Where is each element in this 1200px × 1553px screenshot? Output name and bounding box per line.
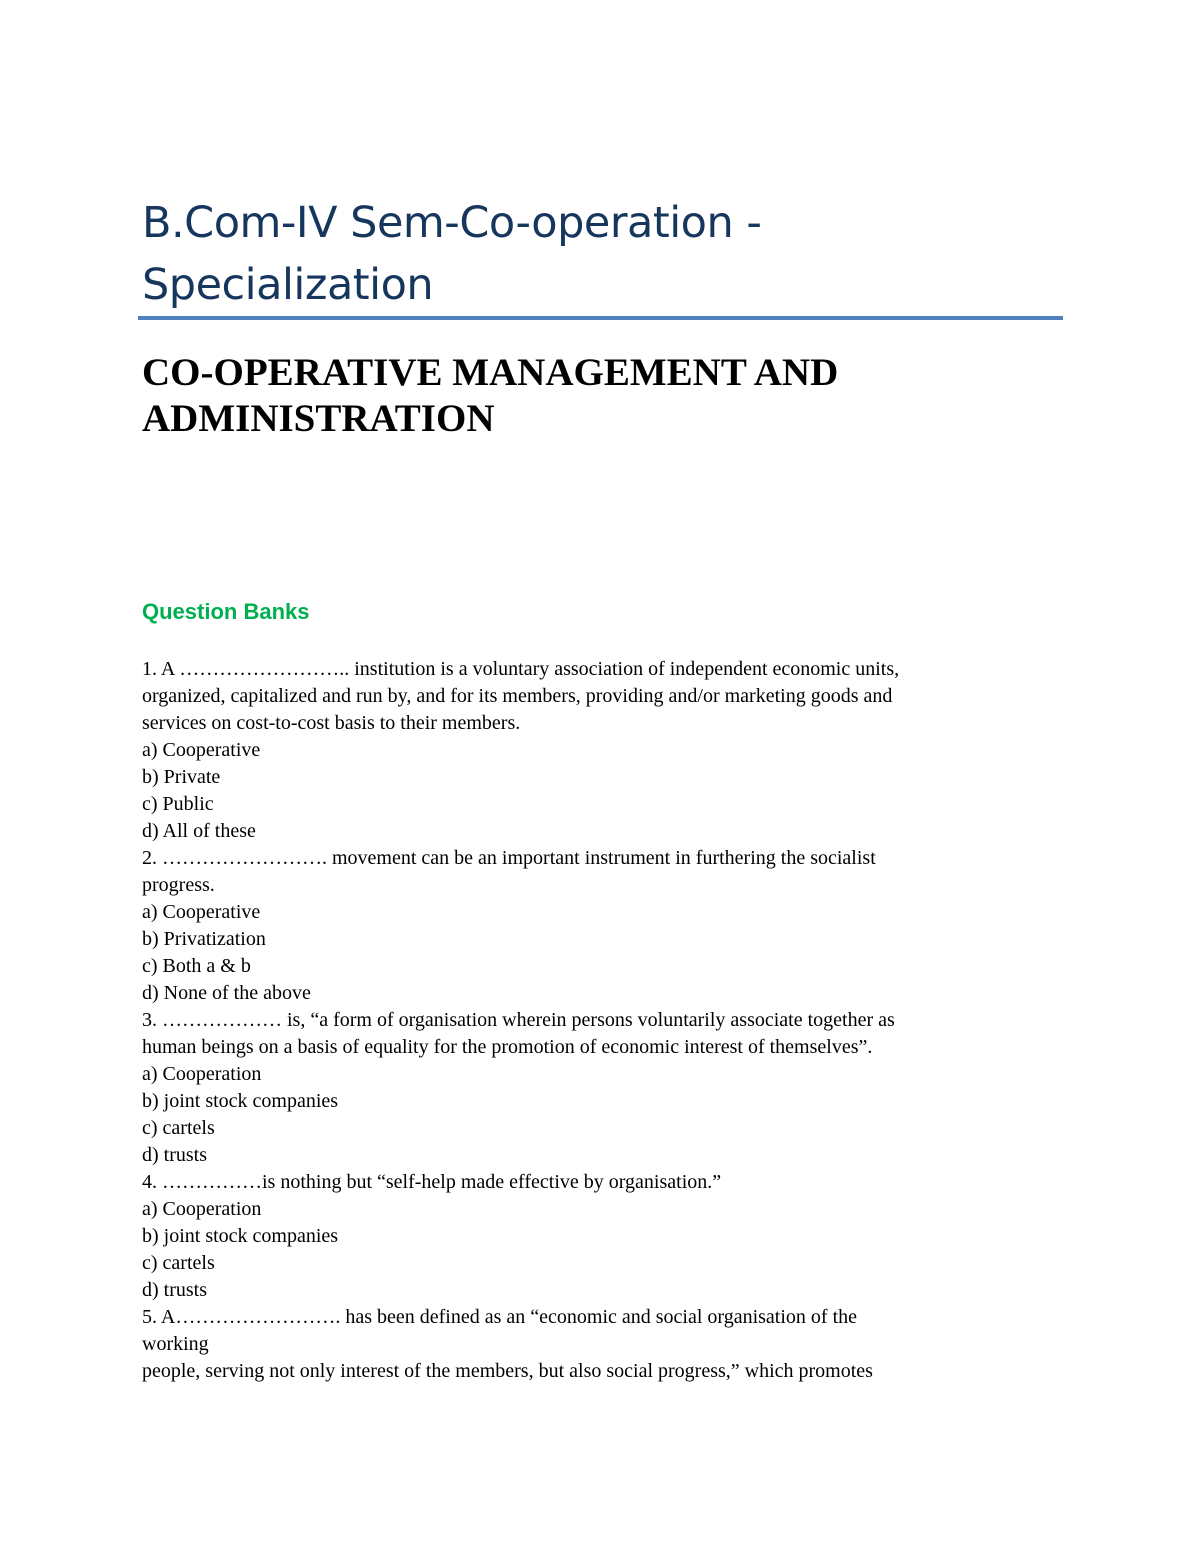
question-4-stem: 4. ……………is nothing but “self-help made effective by organisation.” — [142, 1171, 722, 1193]
question-1-option-b: b) Private — [142, 766, 221, 788]
question-2-option-b: b) Privatization — [142, 928, 266, 950]
question-2-option-d: d) None of the above — [142, 982, 311, 1004]
question-2-stem: 2. ……………………. movement can be an important instrument in furthering the socialist — [142, 847, 876, 869]
question-4-option-b: b) joint stock companies — [142, 1225, 339, 1247]
question-4-option-c: c) cartels — [142, 1252, 215, 1274]
question-3-option-c: c) cartels — [142, 1117, 215, 1139]
document-title — [142, 192, 1062, 316]
subtitle-line-1: CO-OPERATIVE MANAGEMENT AND — [142, 351, 839, 394]
title-line-2: Specialization — [142, 260, 434, 310]
question-2-stem-cont: progress. — [142, 874, 215, 896]
question-list — [142, 656, 1042, 1385]
title-underline-rule — [138, 316, 1063, 320]
question-3-stem-cont: human beings on a basis of equality for the promotion of economic interest of themselves”. — [142, 1036, 873, 1058]
question-5-stem: 5. A……………………. has been defined as an “economic and social organisation of the — [142, 1306, 858, 1328]
question-3-stem: 3. ……………… is, “a form of organisation wherein persons voluntarily associate together as — [142, 1009, 895, 1031]
document-subtitle — [142, 350, 1062, 442]
question-2-option-a: a) Cooperative — [142, 901, 261, 923]
question-3-option-a: a) Cooperation — [142, 1063, 262, 1085]
question-1-stem-cont: organized, capitalized and run by, and for its members, providing and/or marketing goods and — [142, 685, 893, 707]
subtitle-line-2: ADMINISTRATION — [142, 397, 495, 440]
question-1-stem: 1. A …………………….. institution is a voluntary association of independent economic units, — [142, 658, 900, 680]
question-2-option-c: c) Both a & b — [142, 955, 251, 977]
question-3-option-b: b) joint stock companies — [142, 1090, 339, 1112]
question-1-option-c: c) Public — [142, 793, 214, 815]
question-5-stem-cont: working — [142, 1333, 209, 1355]
question-1-option-a: a) Cooperative — [142, 739, 261, 761]
section-heading: Question Banks — [142, 599, 310, 624]
question-5-stem-cont: people, serving not only interest of the members, but also social progress,” which promotes — [142, 1360, 873, 1382]
question-4-option-d: d) trusts — [142, 1279, 207, 1301]
question-1-option-d: d) All of these — [142, 820, 256, 842]
question-1-stem-cont: services on cost-to-cost basis to their members. — [142, 712, 521, 734]
question-4-option-a: a) Cooperation — [142, 1198, 262, 1220]
title-line-1: B.Com-IV Sem-Co-operation - — [142, 198, 762, 248]
question-3-option-d: d) trusts — [142, 1144, 207, 1166]
